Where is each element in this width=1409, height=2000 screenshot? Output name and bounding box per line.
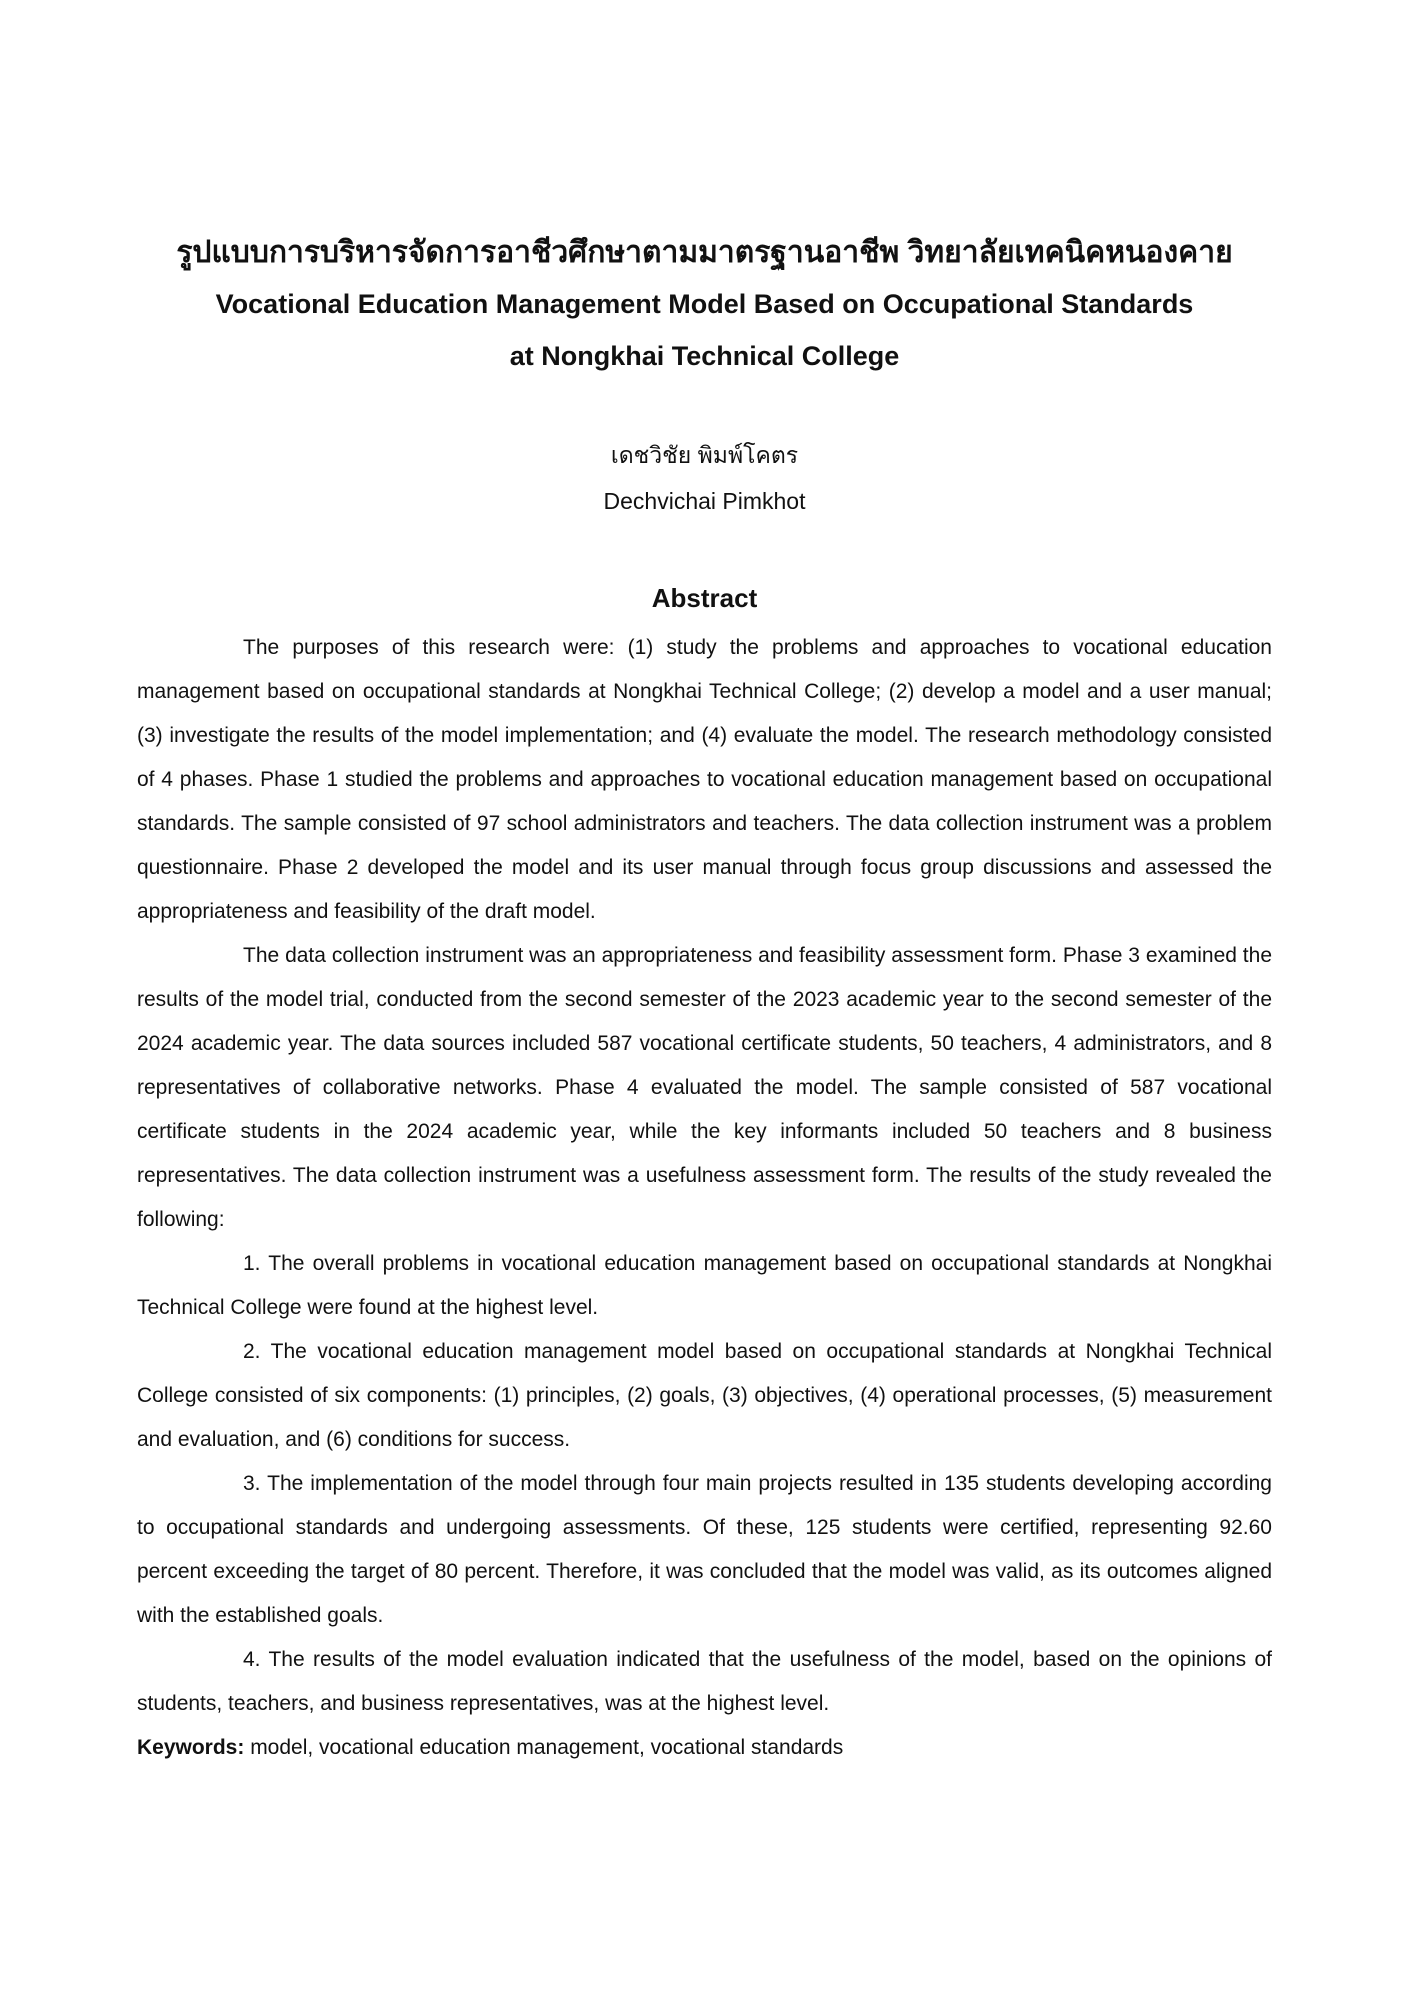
abstract-finding-1: 1. The overall problems in vocational education management based on occupational standards at Nongkhai Technical College were found at the highest level.: [137, 1252, 1272, 1319]
abstract-finding-3: 3. The implementation of the model through four main projects resulted in 135 students developing according to occupational standards and undergoing assessments. Of these, 125 students were certified, representing 92.60 percent exceeding the target of 80 percent. Therefore, it was concluded that the model was valid, as its outcomes aligned with the established goals.: [137, 1472, 1272, 1627]
paper-title-english-line2: at Nongkhai Technical College: [509, 341, 900, 371]
abstract-paragraph-1: The purposes of this research were: (1) study the problems and approaches to vocational education management based on occupational standards at Nongkhai Technical College; (2) develop a model and a user manual; (3) investigate the results of the model implementation; and (4) evaluate the model. The research methodology consisted of 4 phases. Phase 1 studied the problems and approaches to vocational education management based on occupational standards. The sample consisted of 97 school administrators and teachers. The data collection instrument was a problem questionnaire. Phase 2 developed the model and its user manual through focus group discussions and assessed the appropriateness and feasibility of the draft model.: [137, 636, 1272, 923]
paper-title-thai: รูปแบบการบริหารจัดการอาชีวศึกษาตามมาตรฐานอาชีพ วิทยาลัยเทคนิคหนองคาย: [176, 236, 1233, 269]
abstract-finding-2: 2. The vocational education management model based on occupational standards at Nongkhai Technical College consisted of six components: (1) principles, (2) goals, (3) objectives, (4) operational processes, (5) measurement and evaluation, and (6) conditions for success.: [137, 1340, 1272, 1451]
author-name-english: Dechvichai Pimkhot: [603, 488, 806, 514]
page-content: [137, 0, 1272, 1770]
abstract-paragraph-2: The data collection instrument was an appropriateness and feasibility assessment form. Phase 3 examined the results of the model trial, conducted from the second semester of the 2023 academic year to the second semester of the 2024 academic year. The data sources included 587 vocational certificate students, 50 teachers, 4 administrators, and 8 representatives of collaborative networks. Phase 4 evaluated the model. The sample consisted of 587 vocational certificate students in the 2024 academic year, while the key informants included 50 teachers and 8 business representatives. The data collection instrument was a usefulness assessment form. The results of the study revealed the following:: [137, 944, 1272, 1231]
keywords-line: [137, 1726, 1272, 1770]
author-block: [137, 432, 1272, 524]
author-name-thai: เดชวิชัย พิมพ์โคตร: [610, 442, 799, 468]
keywords-label: Keywords:: [137, 1736, 245, 1759]
keywords-text: model, vocational education management, vocational standards: [244, 1736, 844, 1759]
abstract-heading: Abstract: [651, 583, 758, 613]
paper-title-english-line1: Vocational Education Management Model Based on Occupational Standards: [215, 289, 1194, 319]
abstract-finding-4: 4. The results of the model evaluation indicated that the usefulness of the model, based on the opinions of students, teachers, and business representatives, was at the highest level.: [137, 1648, 1272, 1715]
